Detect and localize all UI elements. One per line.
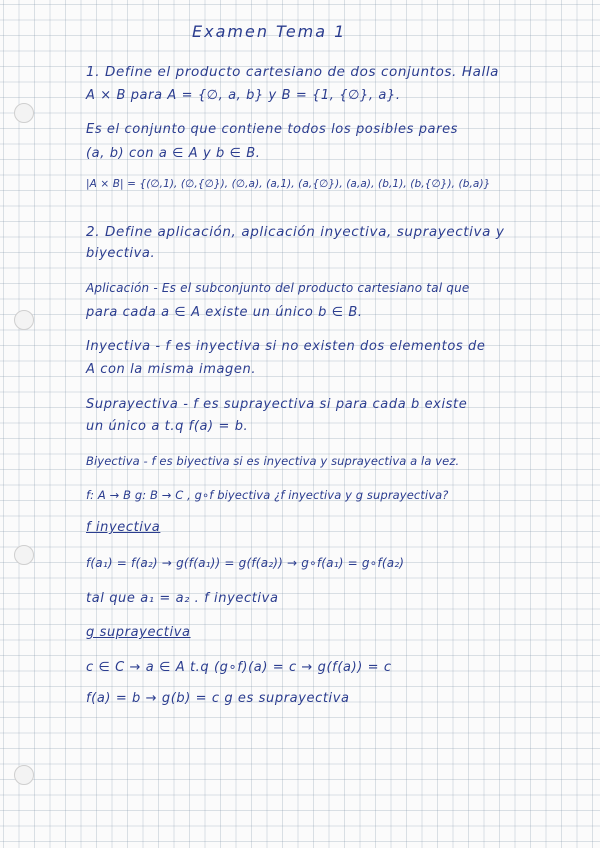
punch-hole [14, 310, 34, 330]
punch-hole [14, 545, 34, 565]
proof-inyectiva-line-1: f(a₁) = f(a₂) → g(f(a₁)) = g(f(a₂)) → g∘f(a₁) = g∘f(a₂) [86, 556, 405, 570]
question-1-line-2: A × B para A = {∅, a, b} y B = {1, {∅}, a}. [86, 88, 401, 103]
cartesian-product-result: |A × B| = {(∅,1), (∅,{∅}), (∅,a), (a,1), (a,{∅}), (a,a), (b,1), (b,{∅}), (b,a)} [86, 178, 491, 190]
answer-1-line-2: (a, b) con a ∈ A y b ∈ B. [86, 146, 261, 161]
def-suprayectiva-line-2: un único a t.q f(a) = b. [86, 419, 249, 434]
heading-f-inyectiva: f inyectiva [86, 520, 161, 535]
def-inyectiva-line-2: A con la misma imagen. [86, 362, 257, 377]
answer-1-line-1: Es el conjunto que contiene todos los posibles pares [86, 122, 459, 137]
heading-g-suprayectiva: g suprayectiva [86, 625, 191, 640]
question-1-line-1: 1. Define el producto cartesiano de dos conjuntos. Halla [86, 64, 500, 80]
def-biyectiva: Biyectiva - f es biyectiva si es inyectiva y suprayectiva a la vez. [86, 454, 460, 468]
def-inyectiva-line-1: Inyectiva - f es inyectiva si no existen dos elementos de [86, 339, 486, 354]
def-aplicacion-line-2: para cada a ∈ A existe un único b ∈ B. [86, 305, 363, 320]
proof-suprayectiva-line-2: f(a) = b → g(b) = c g es suprayectiva [86, 691, 350, 706]
proof-inyectiva-line-2: tal que a₁ = a₂ . f inyectiva [86, 591, 279, 606]
punch-hole [14, 103, 34, 123]
composition-question: f: A → B g: B → C , g∘f biyectiva ¿f inyectiva y g suprayectiva? [86, 488, 449, 502]
def-suprayectiva-line-1: Suprayectiva - f es suprayectiva si para cada b existe [86, 397, 468, 412]
question-2-line-1: 2. Define aplicación, aplicación inyectiva, suprayectiva y [86, 224, 505, 240]
def-aplicacion-line-1: Aplicación - Es el subconjunto del producto cartesiano tal que [86, 281, 470, 295]
question-2-line-2: biyectiva. [86, 246, 156, 261]
punch-hole [14, 765, 34, 785]
proof-suprayectiva-line-1: c ∈ C → a ∈ A t.q (g∘f)(a) = c → g(f(a)) = c [86, 660, 392, 675]
exam-title: Examen Tema 1 [192, 22, 347, 41]
